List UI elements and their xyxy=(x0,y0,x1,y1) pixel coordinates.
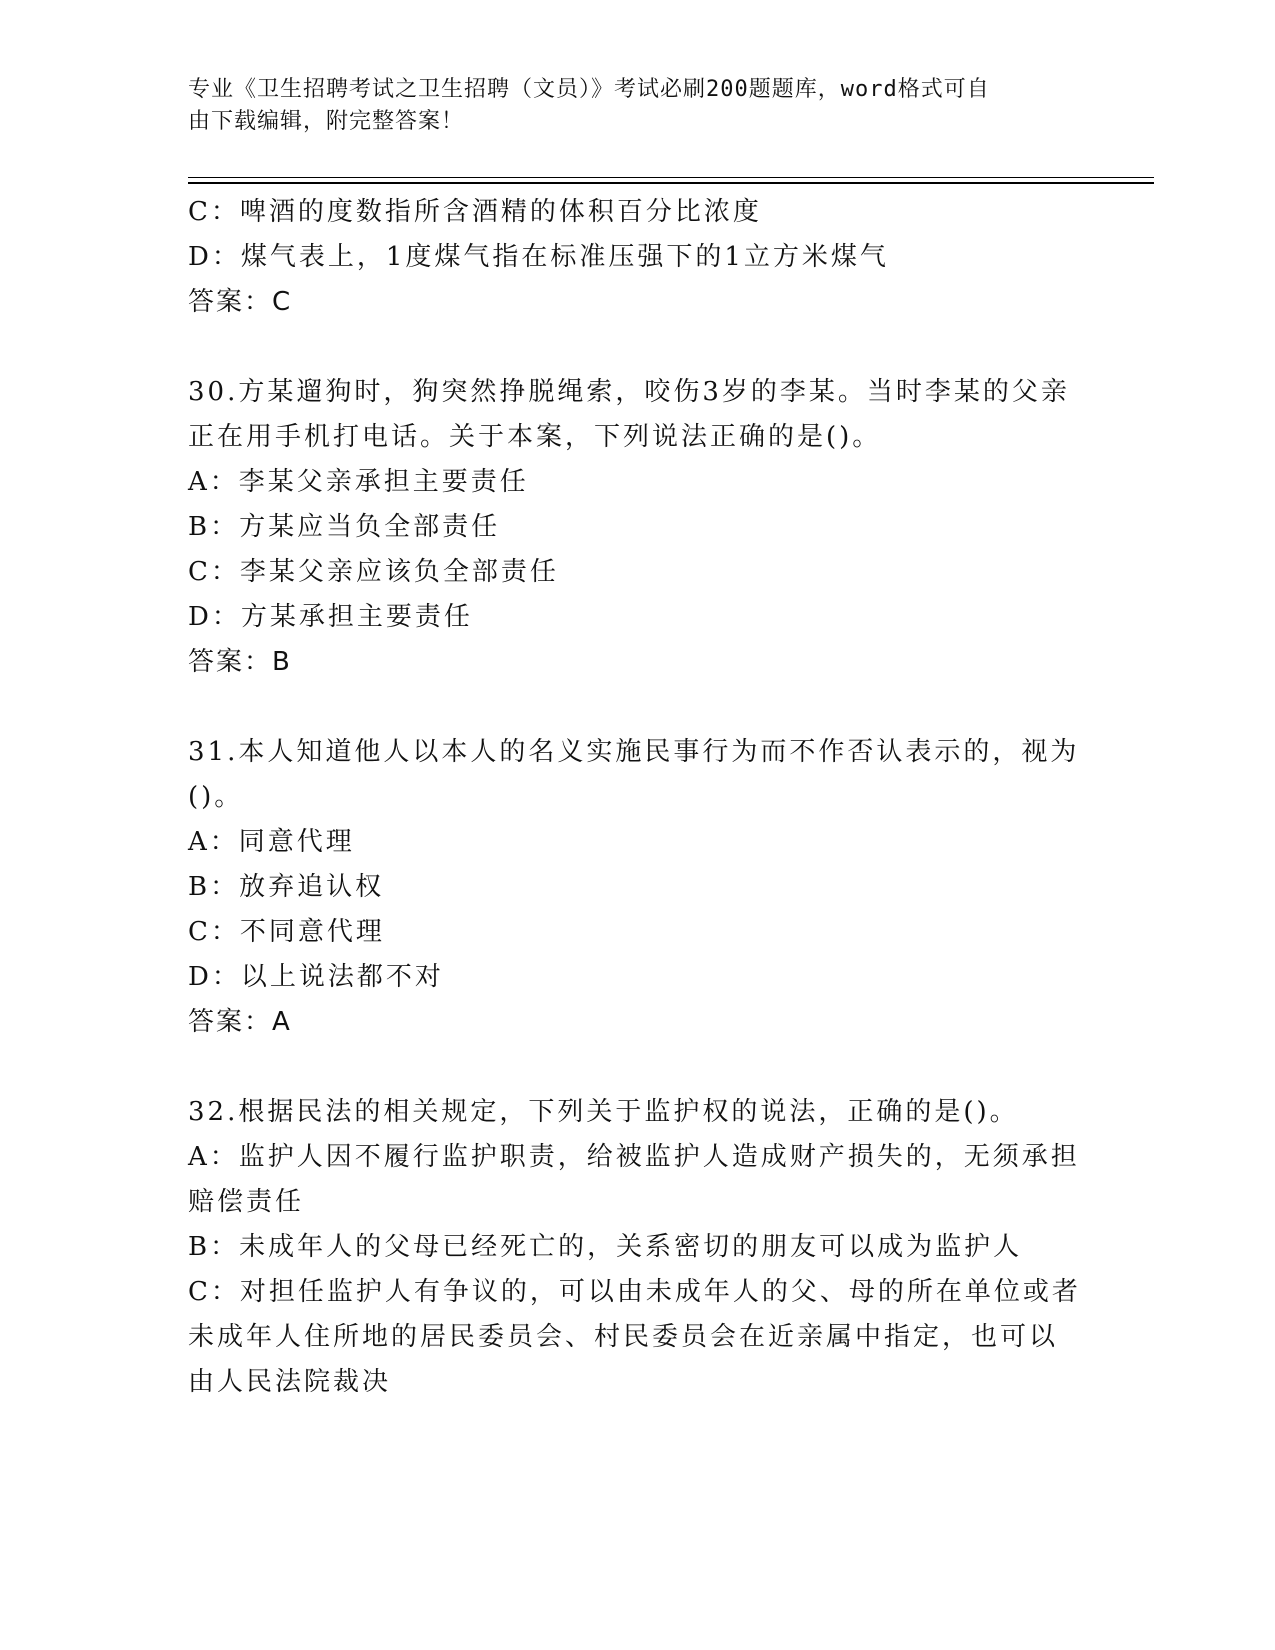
option-a: A：同意代理 xyxy=(188,827,355,857)
answer-line: 答案：B xyxy=(188,647,292,677)
question-stem-continued: ()。 xyxy=(188,782,244,812)
option-b: B：未成年人的父母已经死亡的，关系密切的朋友可以成为监护人 xyxy=(188,1232,1023,1262)
question-stem: 31.本人知道他人以本人的名义实施民事行为而不作否认表示的，视为 xyxy=(188,737,1080,767)
option-b: B：方某应当负全部责任 xyxy=(188,512,501,542)
header-divider-top xyxy=(188,177,1154,178)
option-d: D：以上说法都不对 xyxy=(188,962,444,992)
option-a-continued: 赔偿责任 xyxy=(188,1187,305,1217)
option-c-continued: 未成年人住所地的居民委员会、村民委员会在近亲属中指定，也可以 xyxy=(188,1322,1059,1352)
question-stem: 30.方某遛狗时，狗突然挣脱绳索，咬伤3岁的李某。当时李某的父亲 xyxy=(188,377,1070,407)
option-a: A：李某父亲承担主要责任 xyxy=(188,467,529,497)
question-content xyxy=(188,190,1088,1405)
spacer xyxy=(188,1045,1088,1090)
question-stem: 32.根据民法的相关规定，下列关于监护权的说法，正确的是()。 xyxy=(188,1097,1019,1127)
previous-question xyxy=(188,190,1088,325)
header-line-2: 由下载编辑，附完整答案！ xyxy=(188,109,465,134)
option-d: D：煤气表上，1度煤气指在标准压强下的1立方米煤气 xyxy=(188,242,889,272)
option-d: D：方某承担主要责任 xyxy=(188,602,473,632)
question-stem-continued: 正在用手机打电话。关于本案，下列说法正确的是()。 xyxy=(188,422,882,452)
option-a: A：监护人因不履行监护职责，给被监护人造成财产损失的，无须承担 xyxy=(188,1142,1080,1172)
question-32 xyxy=(188,1090,1088,1405)
option-c-continued-2: 由人民法院裁决 xyxy=(188,1367,392,1397)
spacer xyxy=(188,325,1088,370)
answer-line: 答案：A xyxy=(188,1007,292,1037)
document-header xyxy=(188,74,1068,138)
spacer xyxy=(188,685,1088,730)
option-c: C：不同意代理 xyxy=(188,917,385,947)
question-31 xyxy=(188,730,1088,1045)
option-b: B：放弃追认权 xyxy=(188,872,385,902)
option-c: C：啤酒的度数指所含酒精的体积百分比浓度 xyxy=(188,197,762,227)
header-line-1: 专业《卫生招聘考试之卫生招聘（文员）》考试必刷200题题库，word格式可自 xyxy=(188,77,990,102)
option-c: C：对担任监护人有争议的，可以由未成年人的父、母的所在单位或者 xyxy=(188,1277,1081,1307)
option-c: C：李某父亲应该负全部责任 xyxy=(188,557,559,587)
question-30 xyxy=(188,370,1088,685)
answer-line: 答案：C xyxy=(188,287,293,317)
header-divider-bottom xyxy=(188,182,1154,184)
